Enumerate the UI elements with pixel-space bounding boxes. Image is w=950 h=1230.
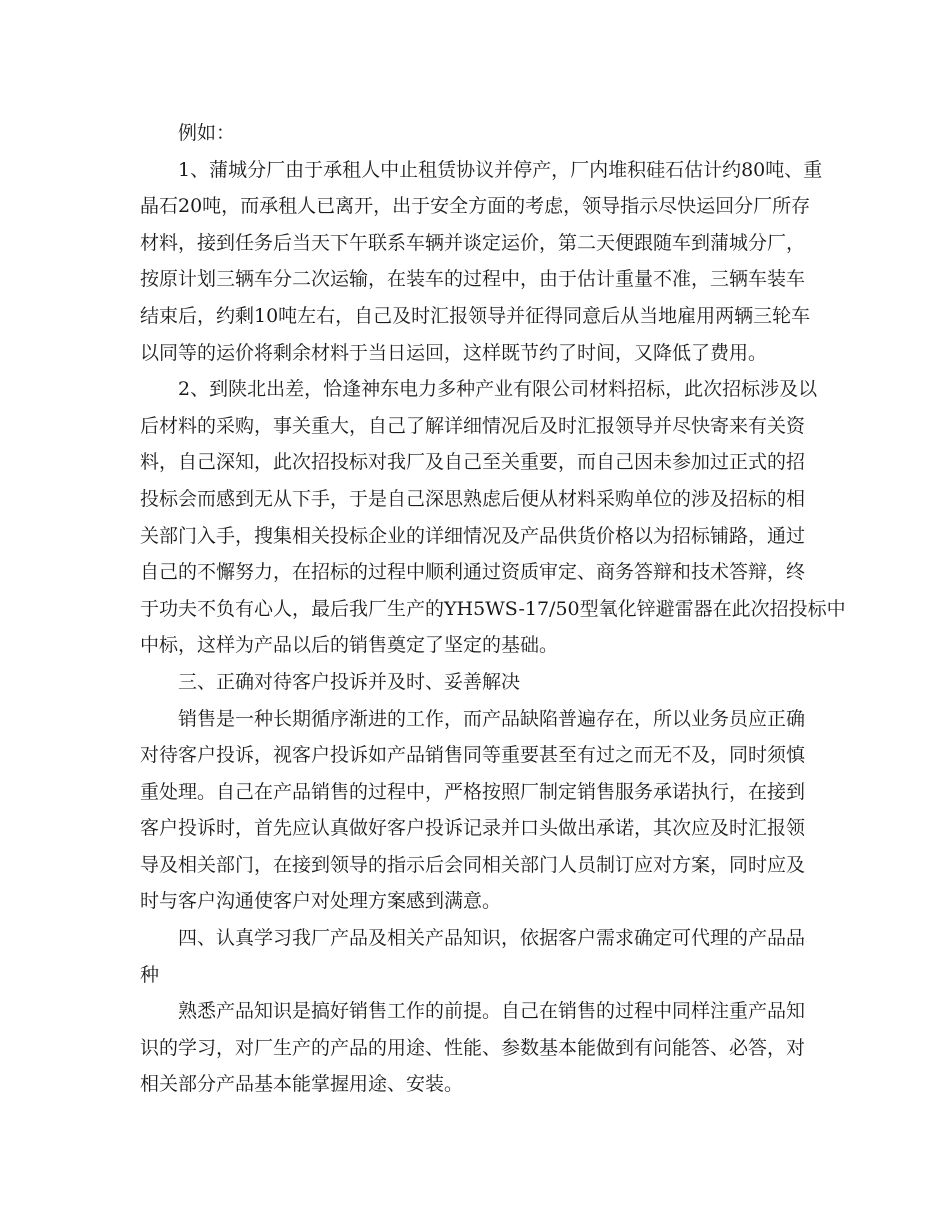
text-line: 相关部分产品基本能掌握用途、安装。 [140, 1073, 464, 1096]
text-line: 客户投诉时，首先应认真做好客户投诉记录并口头做出承诺，其次应及时汇报领 [140, 817, 806, 840]
text-line: 重处理。自己在产品销售的过程中，严格按照厂制定销售服务承诺执行，在接到 [140, 780, 806, 803]
text-line: 销售是一种长期循序渐进的工作，而产品缺陷普遍存在，所以业务员应正确 [178, 707, 806, 730]
text-line: 导及相关部门，在接到领导的指示后会同相关部门人员制订应对方案，同时应及 [140, 853, 806, 876]
text-line: 料，自己深知，此次招投标对我厂及自己至关重要，而自己因未参加过正式的招 [140, 451, 806, 474]
text-line: 1、蒲城分厂由于承租人中止租赁协议并停产，厂内堆积硅石估计约80吨、重 [178, 158, 823, 181]
text-line: 2、到陕北出差，恰逢神东电力多种产业有限公司材料招标，此次招标涉及以 [178, 378, 818, 401]
document-body [140, 115, 846, 1103]
text-line: 中标，这样为产品以后的销售奠定了坚定的基础。 [140, 634, 559, 657]
text-line: 晶石20吨，而承租人已离开，出于安全方面的考虑，领导指示尽快运回分厂所存 [140, 195, 811, 218]
text-line: 识的学习，对厂生产的产品的用途、性能、参数基本能做到有问能答、必答，对 [140, 1036, 806, 1059]
text-line: 三、正确对待客户投诉并及时、妥善解决 [178, 670, 521, 693]
text-line: 后材料的采购，事关重大，自己了解详细情况后及时汇报领导并尽快寄来有关资 [140, 414, 806, 437]
text-line: 以同等的运价将剩余材料于当日运回，这样既节约了时间，又降低了费用。 [140, 341, 768, 364]
text-line: 例如： [178, 122, 236, 144]
text-line: 投标会而感到无从下手，于是自己深思熟虑后便从材料采购单位的涉及招标的相 [140, 487, 806, 510]
text-line: 结束后，约剩10吨左右，自己及时汇报领导并征得同意后从当地雇用两辆三轮车 [140, 304, 811, 327]
text-line: 时与客户沟通使客户对处理方案感到满意。 [140, 890, 502, 913]
text-line: 材料，接到任务后当天下午联系车辆并谈定运价，第二天便跟随车到蒲城分厂， [140, 231, 806, 254]
text-line: 于功夫不负有心人，最后我厂生产的YH5WS-17/50型氧化锌避雷器在此次招投标中 [140, 597, 846, 620]
text-line: 自己的不懈努力，在招标的过程中顺利通过资质审定、商务答辩和技术答辩，终 [140, 561, 806, 584]
text-line: 种 [140, 963, 160, 986]
text-line: 按原计划三辆车分二次运输，在装车的过程中，由于估计重量不准，三辆车装车 [140, 268, 806, 291]
text-line: 关部门入手，搜集相关投标企业的详细情况及产品供货价格以为招标铺路，通过 [140, 524, 806, 547]
text-line: 熟悉产品知识是搞好销售工作的前提。自己在销售的过程中同样注重产品知 [178, 1000, 806, 1023]
text-line: 四、认真学习我厂产品及相关产品知识，依据客户需求确定可代理的产品品 [178, 927, 806, 950]
text-line: 对待客户投诉，视客户投诉如产品销售同等重要甚至有过之而无不及，同时须慎 [140, 744, 806, 767]
